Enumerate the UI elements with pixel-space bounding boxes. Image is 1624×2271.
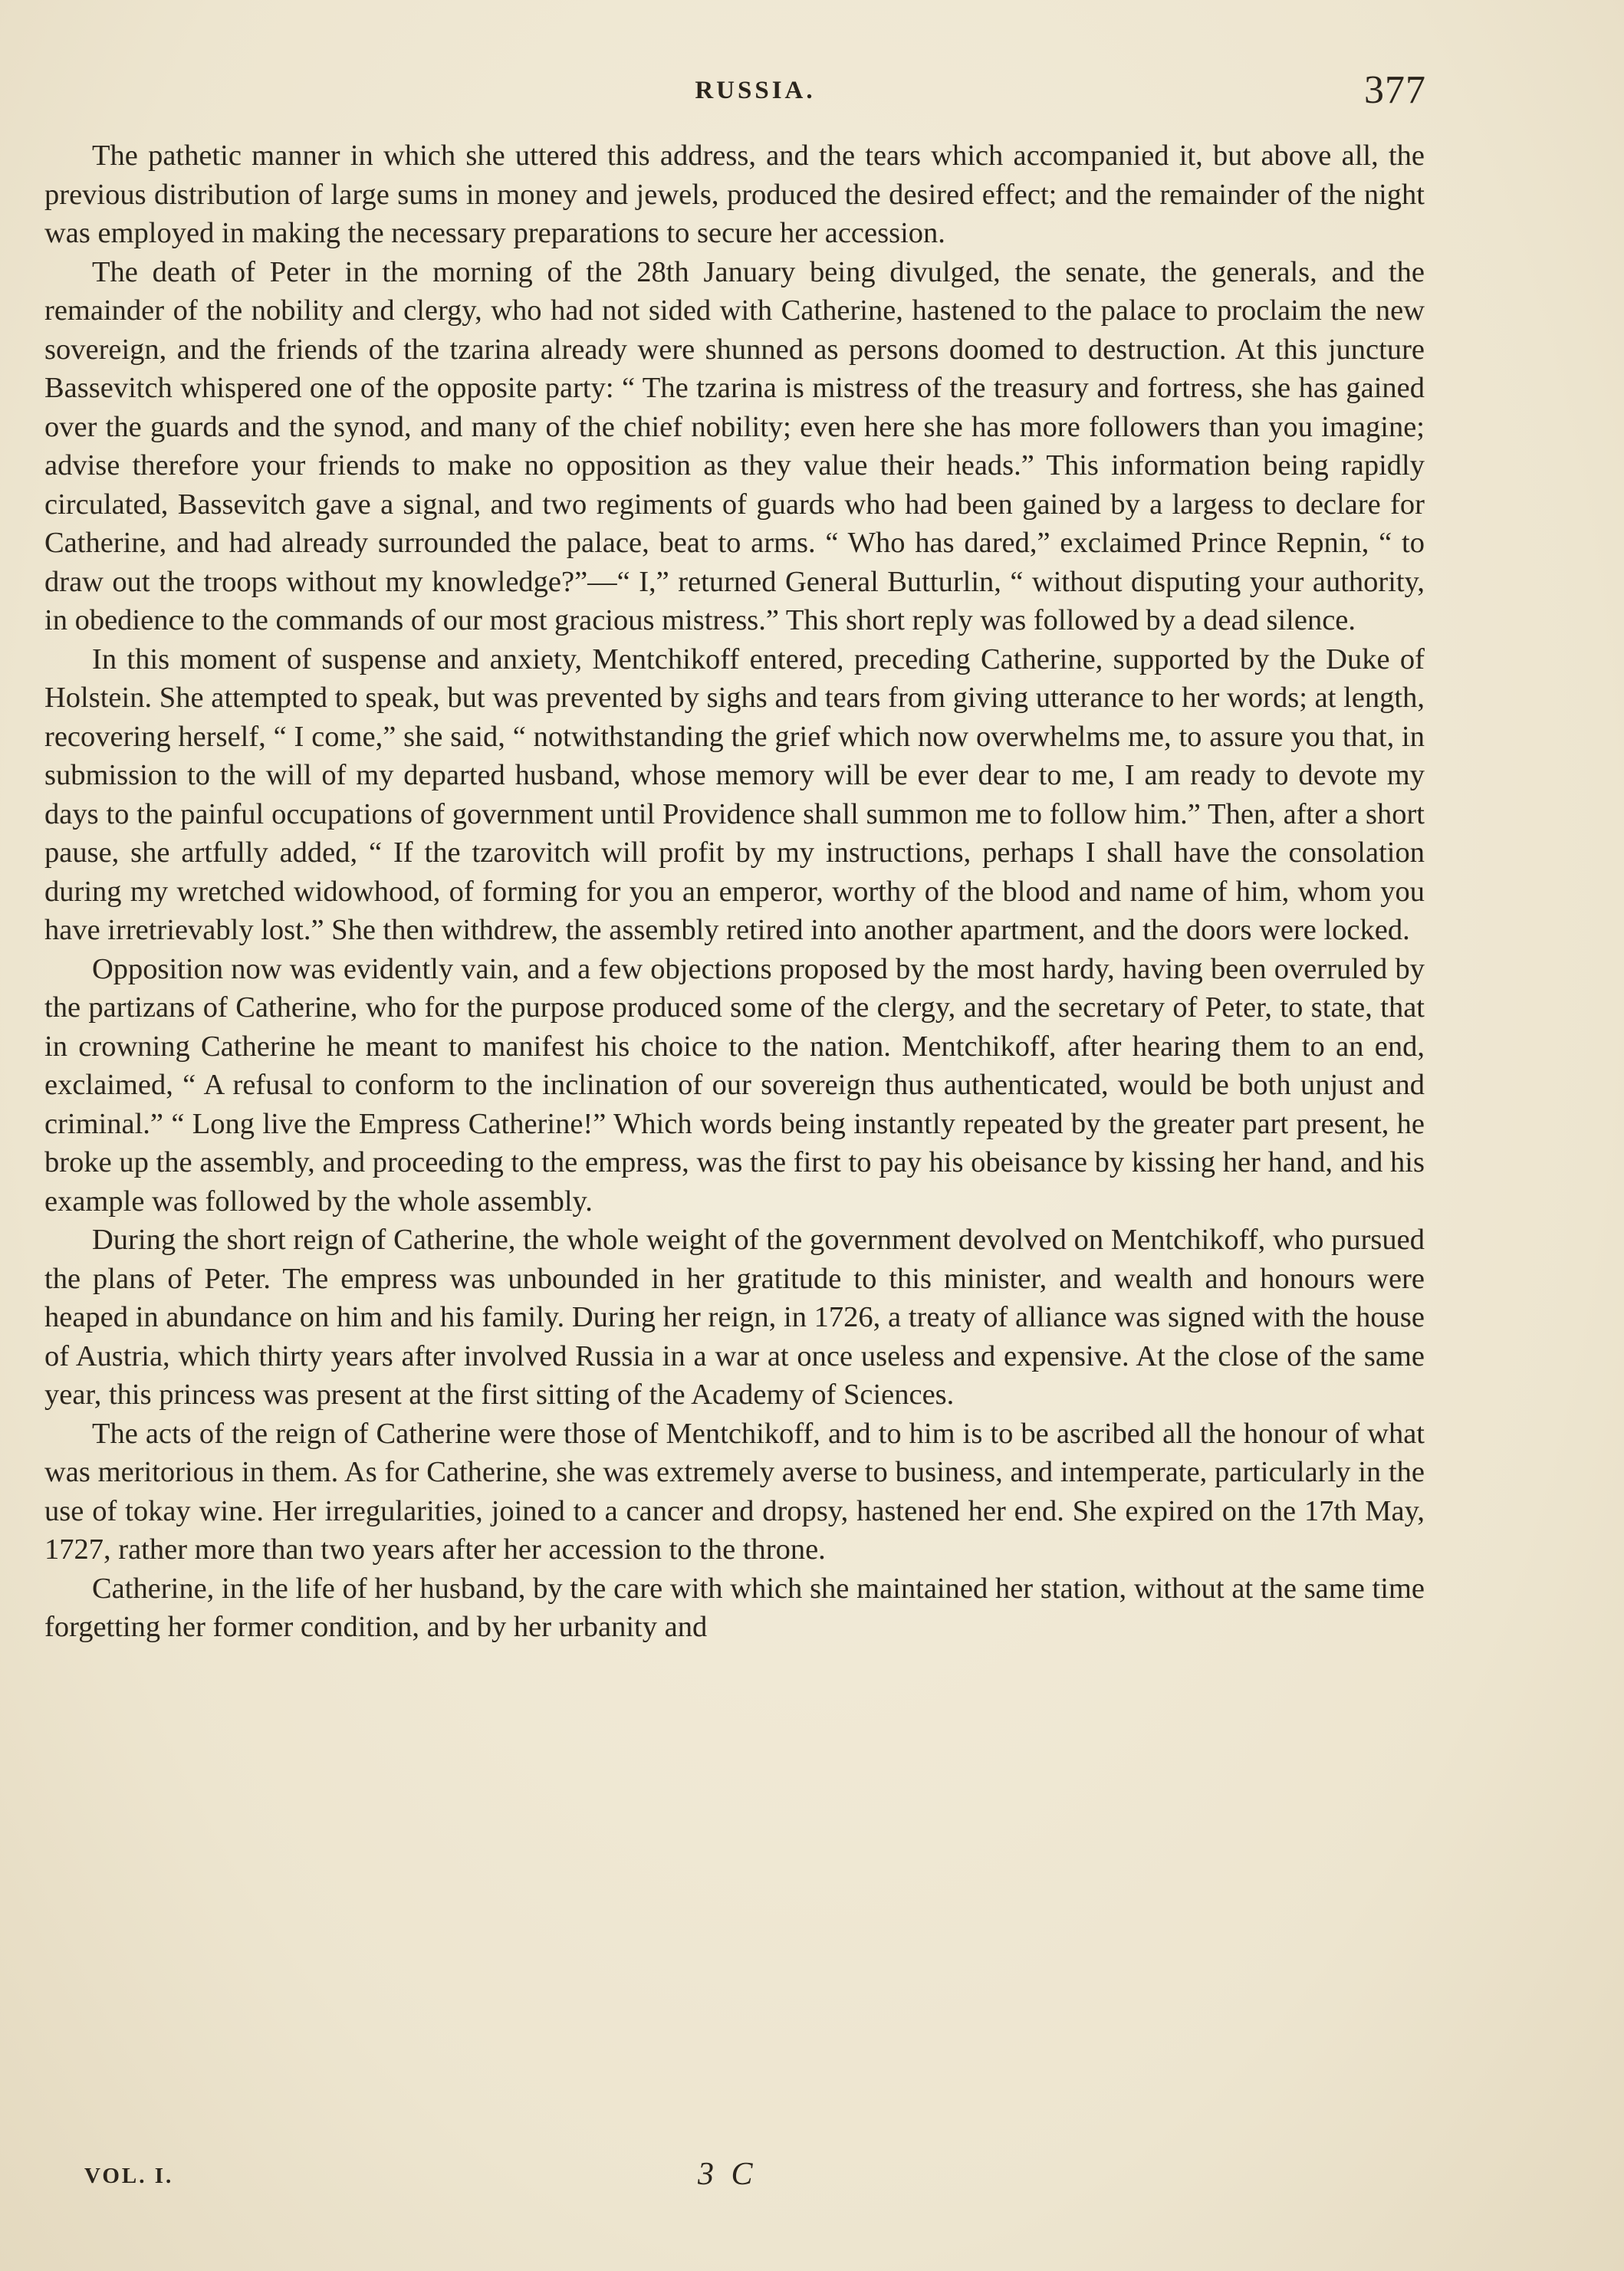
paragraph: Catherine, in the life of her husband, by the care with which she maintained her station, without at the same time forgetting her former condition, and by her urbanity and bbox=[44, 1572, 1425, 1643]
paragraph: During the short reign of Catherine, the whole weight of the government devolved on Mentchikoff, who pursued the plans of Peter. The empress was unbounded in her gratitude to this minister, and wealth and honours were heaped in abundance on him and his family. During her reign, in 1726, a treaty of alliance was signed with the house of Austria, which thirty years after involved Russia in a war at once useless and expensive. At the close of the same year, this princess was present at the first sitting of the Academy of Sciences. bbox=[44, 1224, 1425, 1411]
paragraph: In this moment of suspense and anxiety, Mentchikoff entered, preceding Catherine, supported by the Duke of Holstein. She attempted to speak, but was prevented by sighs and tears from giving utterance to her words; at length, recovering herself, “ I come,” she said, “ notwithstanding the grief which now overwhelms me, to assure you that, in submission to the will of my departed husband, whose memory will be ever dear to me, I am ready to devote my days to the painful occupations of government until Providence shall summon me to follow him.” Then, after a short pause, she artfully added, “ If the tzarovitch will profit by my instructions, perhaps I shall have the consolation during my wretched widowhood, of forming for you an emperor, worthy of the blood and name of him, whom you have irretrievably lost.” She then withdrew, the assembly retired into another apartment, and the doors were locked. bbox=[44, 643, 1425, 946]
paragraph: The acts of the reign of Catherine were those of Mentchikoff, and to him is to be ascribed all the honour of what was meritorious in them. As for Catherine, she was extremely averse to business, and intemperate, particularly in the use of tokay wine. Her irregularities, joined to a cancer and dropsy, hastened her end. She expired on the 17th May, 1727, rather more than two years after her accession to the throne. bbox=[44, 1417, 1425, 1566]
body-text bbox=[44, 136, 1425, 1647]
volume-label: VOL. I. bbox=[84, 2164, 174, 2188]
page-header bbox=[84, 67, 1426, 121]
running-title: RUSSIA. bbox=[695, 77, 816, 104]
paragraph: The pathetic manner in which she uttered this address, and the tears which accompanied it, but above all, the previous distribution of large sums in money and jewels, produced the desired effect; and the remainder of the night was employed in making the necessary preparations to secure her accession. bbox=[44, 140, 1425, 249]
page-number: 377 bbox=[1364, 68, 1426, 112]
paragraph: Opposition now was evidently vain, and a few objections proposed by the most hardy, having been overruled by the partizans of Catherine, who for the purpose produced some of the clergy, and the secretary of Peter, to state, that in crowning Catherine he meant to manifest his choice to the nation. Mentchikoff, after hearing them to an end, exclaimed, “ A refusal to conform to the inclination of our sovereign thus authenticated, would be both unjust and criminal.” “ Long live the Empress Catherine!” Which words being instantly repeated by the greater part present, he broke up the assembly, and proceeding to the empress, was the first to pay his obeisance by kissing her hand, and his example was followed by the whole assembly. bbox=[44, 952, 1425, 1218]
signature-mark: 3 C bbox=[698, 2157, 758, 2192]
page-footer bbox=[84, 2156, 1426, 2193]
paragraph: The death of Peter in the morning of the 28th January being divulged, the senate, the generals, and the remainder of the nobility and clergy, who had not sided with Catherine, hastened to the palace to proclaim the new sovereign, and the friends of the tzarina already were shunned as persons doomed to destruction. At this juncture Bassevitch whispered one of the opposite party: “ The tzarina is mistress of the treasury and fortress, she has gained over the guards and the synod, and many of the chief nobility; even here she has more followers than you imagine; advise therefore your friends to make no opposition as they value their heads.” This information being rapidly circulated, Bassevitch gave a signal, and two regiments of guards who had been gained by a largess to declare for Catherine, and had already surrounded the palace, beat to arms. “ Who has dared,” exclaimed Prince Repnin, “ to draw out the troops without my knowledge?”—“ I,” returned General Butturlin, “ without disputing your authority, in obedience to the commands of our most gracious mistress.” This short reply was followed by a dead silence. bbox=[44, 255, 1425, 636]
